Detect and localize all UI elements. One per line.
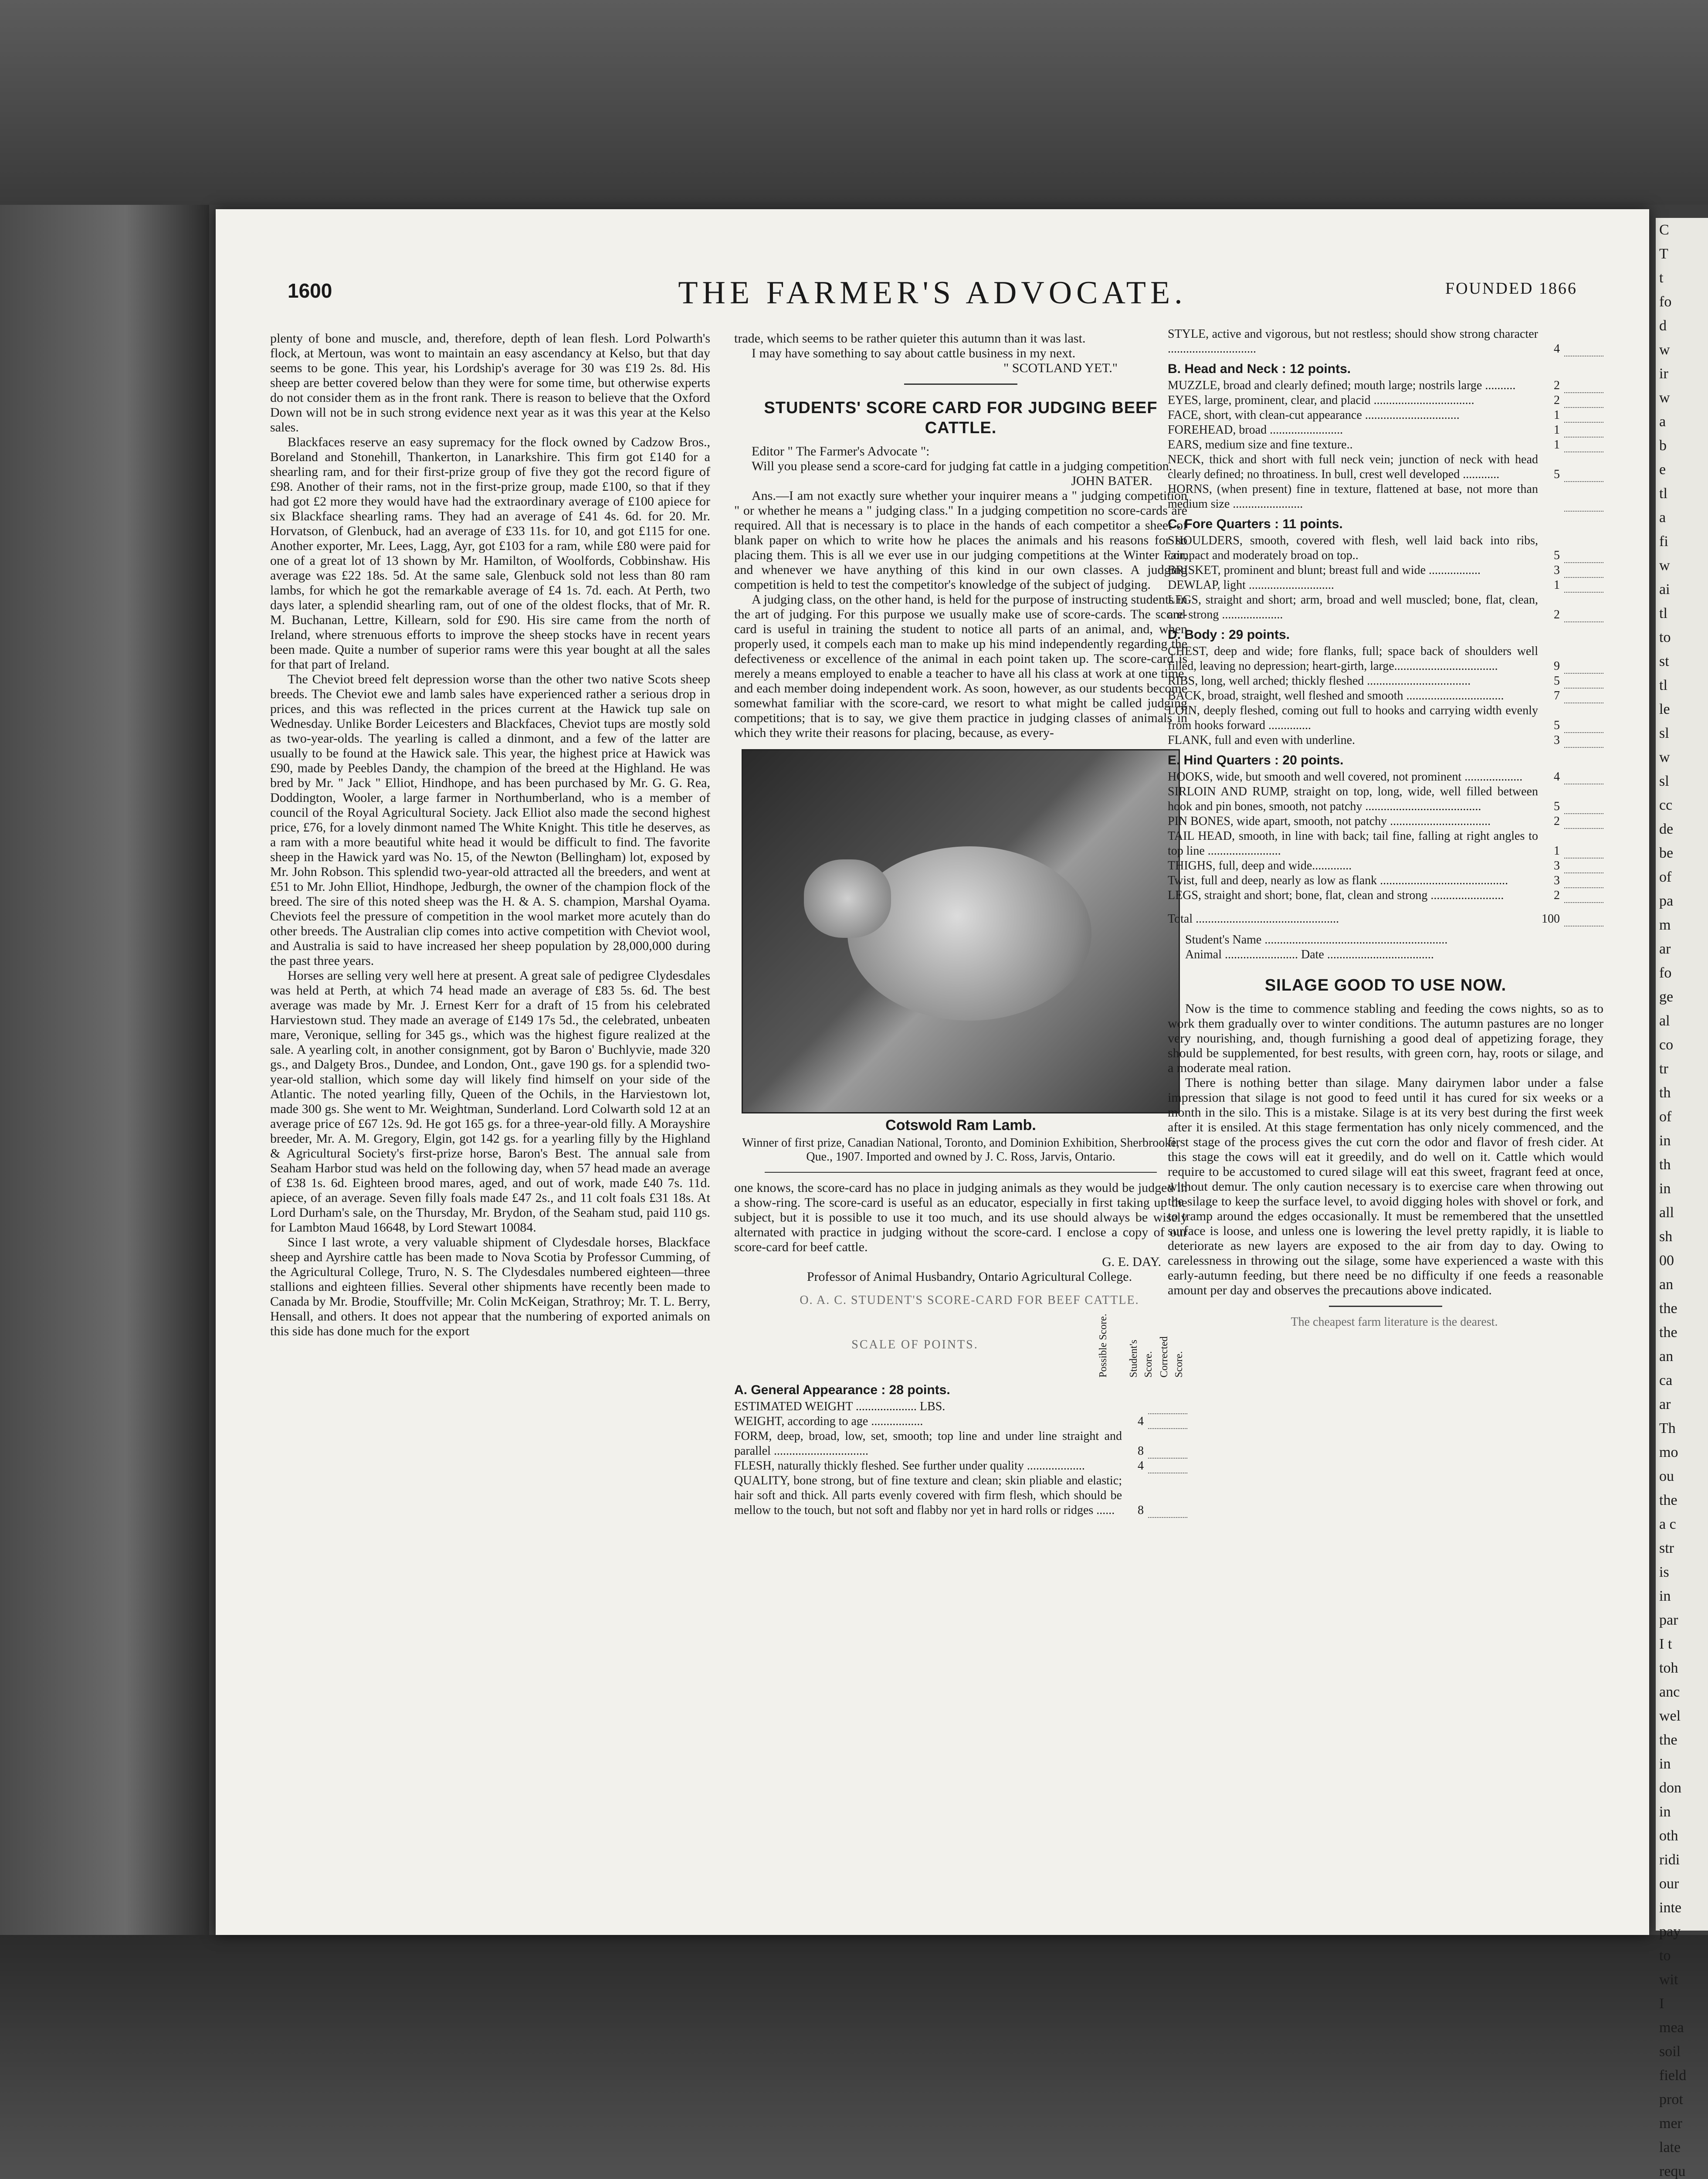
adjacent-page-fragment: e [1659, 462, 1666, 478]
section-body: D. Body : 29 points. [1168, 628, 1290, 642]
adjacent-page-fragment: th [1659, 1085, 1671, 1101]
score-blank [1564, 382, 1603, 393]
score-blank [1564, 500, 1603, 512]
background-bottom [0, 1935, 1708, 2179]
paragraph: A judging class, on the other hand, is held for the purpose of instructing students in the art of judging. For this purpose we usually make use of score-cards. The score-card is useful in training the student to notice all parts of an animal, and, when properly used, it compels each man to make up his mind independently regarding the defectiveness or excellence of the animal in each point taken up. The score-card is merely a means employed to enable a teacher to have all his class at work at one time, and each member doing independent work. As soon, however, as our students become somewhat familiar with the score-card, we resort to what might be called judging competitions; that is to say, we give them practice in judging classes of animals in which they write their reasons for placing, because, as every- [734, 592, 1187, 740]
score-blank [1564, 722, 1603, 733]
section-fore-quarters: C. Fore Quarters : 11 points. [1168, 517, 1343, 531]
score-row [1168, 327, 1603, 356]
score-row [1168, 452, 1603, 482]
score-card-column-heads [734, 1312, 1187, 1378]
score-card-title: O. A. C. STUDENT'S SCORE-CARD FOR BEEF CATTLE. [800, 1293, 1139, 1307]
adjacent-page-fragment: in [1659, 1756, 1671, 1772]
section-head-and-neck: B. Head and Neck : 12 points. [1168, 362, 1351, 376]
score-row [734, 1459, 1187, 1473]
paragraph: Now is the time to commence stabling and feeding the cows nights, so as to work them gradually over to winter conditions. The autumn pastures are no longer very nourishing, and, though furnishing a good deal of appetizing forage, they should be supplemented, for best results, with green corn, hay, roots or silage, and a moderate meal ration. [1168, 1001, 1603, 1075]
score-blank [1564, 692, 1603, 703]
paragraph: one knows, the score-card has no place in judging animals as they would be judged in a show-ring. The score-card is useful as an educator, especially in first taking up the subject, but it is possible to use it too much, and its use should always be wisely alternated with practice in judging without the score-card. I enclose a copy of our score-card for beef cattle. [734, 1181, 1187, 1254]
corrected-score-head: Corrected Score. [1159, 1336, 1185, 1378]
animal-date-line: Animal ........................ Date ................................... [1185, 948, 1434, 961]
score-criterion: LOIN, deeply fleshed, coming out full to hooks and carrying width evenly from hooks forward .............. [1168, 704, 1538, 732]
adjacent-page-fragment: ai [1659, 581, 1670, 597]
adjacent-page-fragment: 00 [1659, 1252, 1674, 1269]
adjacent-page-fragment: of [1659, 869, 1672, 885]
score-blank [1148, 1418, 1187, 1429]
adjacent-page-fragment: mo [1659, 1444, 1678, 1460]
total-row [1168, 912, 1603, 927]
adjacent-page-fragment: all [1659, 1205, 1674, 1221]
score-criterion: FOREHEAD, broad ........................ [1168, 423, 1343, 437]
possible-score: 4 [1554, 342, 1560, 356]
divider [904, 384, 1017, 385]
adjacent-page-fragment: mea [1659, 2019, 1684, 2036]
adjacent-page-fragment: a [1659, 509, 1666, 526]
possible-score: 1 [1554, 578, 1560, 592]
score-criterion: LEGS, straight and short; arm, broad and well muscled; bone, flat, clean, and strong .................... [1168, 593, 1538, 621]
adjacent-page-fragment: fo [1659, 294, 1672, 310]
adjacent-page-fragment: st [1659, 653, 1669, 669]
adjacent-page-fragment: fo [1659, 965, 1672, 981]
column-2 [734, 331, 1187, 1518]
score-criterion: PIN BONES, wide apart, smooth, not patchy ................................. [1168, 815, 1491, 828]
adjacent-page-fragment: an [1659, 1276, 1674, 1293]
score-blank [1564, 611, 1603, 622]
section-e-rows [1168, 770, 1603, 903]
score-blank [1564, 471, 1603, 482]
score-criterion: QUALITY, bone strong, but of fine texture and clean; skin pliable and elastic; hair soft and thick. All parts evenly covered with firm flesh, which should be mellow to the touch, but not soft and flabby nor yet in hard rolls or ridges ...... [734, 1474, 1122, 1517]
cotswold-ram-photo [742, 749, 1180, 1113]
adjacent-page-fragment: th [1659, 1157, 1671, 1173]
adjacent-page-fragment: ou [1659, 1468, 1674, 1484]
silage-article [1168, 1001, 1603, 1298]
paragraph: trade, which seems to be rather quieter this autumn than it was last. [734, 331, 1086, 346]
possible-score: 2 [1554, 608, 1560, 621]
score-blank [1564, 803, 1603, 814]
score-blank [1564, 915, 1603, 927]
possible-score: 5 [1554, 800, 1560, 813]
score-criterion: SHOULDERS, smooth, covered with flesh, well laid back into ribs, compact and moderately broad on top.. [1168, 534, 1538, 562]
score-row [1168, 674, 1603, 689]
adjacent-page-fragment: m [1659, 917, 1671, 933]
possible-score: 9 [1554, 659, 1560, 673]
possible-score: 4 [1554, 770, 1560, 784]
article-heading: STUDENTS' SCORE CARD FOR JUDGING BEEF CATTLE. [764, 399, 1158, 437]
style-row [1168, 327, 1603, 356]
adjacent-page-fragment: w [1659, 390, 1670, 406]
adjacent-page-fragment: b [1659, 438, 1667, 454]
section-hind-quarters: E. Hind Quarters : 20 points. [1168, 753, 1344, 767]
page-number: 1600 [288, 279, 332, 302]
score-row [1168, 438, 1603, 452]
adjacent-page-fragment: str [1659, 1540, 1674, 1556]
adjacent-page-fragment: sh [1659, 1229, 1673, 1245]
score-blank [1148, 1403, 1187, 1414]
score-blank [1564, 397, 1603, 408]
score-row [1168, 578, 1603, 593]
divider [1329, 1306, 1442, 1307]
possible-score: 5 [1554, 549, 1560, 562]
score-blank [1564, 877, 1603, 888]
adjacent-page-fragment: w [1659, 749, 1670, 765]
newspaper-page [216, 209, 1649, 1935]
adjacent-page-fragment: inte [1659, 1900, 1681, 1916]
score-blank [1564, 773, 1603, 784]
section-c-rows [1168, 533, 1603, 622]
possible-score: 5 [1554, 719, 1560, 732]
total-value: 100 [1542, 912, 1560, 926]
adjacent-page-fragment: anc [1659, 1684, 1680, 1700]
photo-subcaption: Winner of first prize, Canadian National, Toronto, and Dominion Exhibition, Sherbrooke, Que., 1907. Imported and owned by J. C. Ross, Jarvis, Ontario. [742, 1136, 1179, 1164]
possible-score: 3 [1554, 733, 1560, 747]
possible-score: 1 [1554, 438, 1560, 451]
adjacent-page-fragment: ar [1659, 1396, 1671, 1412]
adjacent-page-fragment: mer [1659, 2115, 1682, 2131]
possible-score: 3 [1554, 563, 1560, 577]
adjacent-page-fragment: the [1659, 1492, 1678, 1508]
adjacent-page-fragment: wel [1659, 1708, 1681, 1724]
score-blank [1564, 677, 1603, 689]
paragraph: Blackfaces reserve an easy supremacy for the flock owned by Cadzow Bros., Boreland and Stonehill, Thankerton, in Lanarkshire. This firm got £140 for a shearling ram, and for their first-prize group of five they got the record figure of £98. Another of their rams, not in the first-prize group, made £100, so that if they had got £2 more they would have had the extraordinary average of £100 apiece for six Blackface shearling rams. They had an average of £41 4s. 6d. for 20. Mr. Horvatson, of Glenbuck, had an average of £33 11s. for 10, and got £115 for one. Another exporter, Mr. Lees, Lagg, Ayr, got £103 for a ram, while £80 were paid for one of a great lot of 13 shown by Mr. Hamilton, of Woolfords, Cobbinshaw. His average was £22 18s. 5d. At the same sale, Glenbuck sold not less than 80 ram lambs, for which he got the remarkable average of £4 1s. 7d. each. At Perth, two days later, a splendid shearling ram, out of one of the oldest flocks, that of Mr. R. M. Buchanan, Lettre, Killearn, sold for £90. His sire came from the north of Ireland, where strenuous efforts to improve the sheep stocks have in recent years been made. Quite a number of superior rams were this year bought at all the sales for that part of Ireland. [270, 435, 710, 672]
adjacent-page-fragment: oth [1659, 1828, 1678, 1844]
adjacent-page-fragment: de [1659, 821, 1674, 837]
score-criterion: CHEST, deep and wide; fore flanks, full; space back of shoulders well filled, leaving no depression; heart-girth, large.................................. [1168, 645, 1538, 673]
adjacent-page-fragment: ca [1659, 1372, 1673, 1388]
adjacent-page-fragment: a c [1659, 1516, 1676, 1532]
paragraph: There is nothing better than silage. Many dairymen labor under a false impression that silage is not good to feed until it has cured for six weeks or a month in the silo. This is a mistake. Silage is at its very best during the first week after it is ensiled. At this stage fermentation has only nicely commenced, and the first stage of the process gives the cut corn the odor and flavor of fresh cider. At this stage the cows will eat it greedily, and do well on it. Cattle which would require to be accustomed to cured silage will eat this sweet, fragrant feed at once, without demur. The only caution necessary is to exercise care when throwing out the silage to keep the surface level, to avoid digging holes with shovel or fork, and to tramp around the edges occasionally. It must be remembered that the unsettled surface is loose, and unless one is lowering the level pretty rapidly, it is liable to deteriorate as new layers are exposed to the air from day to day. Owing to carelessness in throwing out the silage, some have experienced a waste with this early-autumn feeding, but there need be no difficulty if one feeds a reasonable amount per day and observes the precautions above indicated. [1168, 1076, 1603, 1297]
score-row [734, 1399, 1187, 1414]
score-criterion: FORM, deep, broad, low, set, smooth; top line and under line straight and parallel ............................... [734, 1429, 1122, 1458]
adjacent-page-fragment: in [1659, 1181, 1671, 1197]
score-blank [1564, 345, 1603, 356]
adjacent-page-fragment: T [1659, 246, 1668, 262]
possible-score: 2 [1554, 394, 1560, 407]
adjacent-page-fragment: ge [1659, 989, 1674, 1005]
possible-score: 2 [1554, 815, 1560, 828]
score-criterion: HOOKS, wide, but smooth and well covered, not prominent ................... [1168, 770, 1523, 784]
editor-line: Editor " The Farmer's Advocate ": [752, 444, 930, 458]
adjacent-page-fragment: soil [1659, 2043, 1681, 2060]
adjacent-page-fragment: our [1659, 1876, 1679, 1892]
score-criterion: DEWLAP, light ............................ [1168, 578, 1334, 592]
section-general-appearance: A. General Appearance : 28 points. [734, 1383, 950, 1397]
possible-score-head: Possible Score. [1098, 1314, 1109, 1378]
score-row [1168, 859, 1603, 873]
column-1 [270, 331, 710, 1339]
score-criterion: BRISKET, prominent and blunt; breast full and wide ................. [1168, 563, 1481, 577]
possible-score: 3 [1554, 874, 1560, 887]
score-criterion: FLESH, naturally thickly fleshed. See further under quality ................... [734, 1459, 1085, 1473]
paragraph: I may have something to say about cattle business in my next. [752, 346, 1076, 360]
possible-score: 4 [1138, 1415, 1144, 1428]
score-criterion: FACE, short, with clean-cut appearance ............................... [1168, 408, 1460, 422]
score-criterion: EARS, medium size and fine texture.. [1168, 438, 1353, 451]
sheep-head-image [804, 859, 891, 938]
scale-label: SCALE OF POINTS. [851, 1338, 979, 1351]
score-row [1168, 770, 1603, 784]
score-row [1168, 393, 1603, 408]
founded-line: FOUNDED 1866 [1445, 279, 1577, 298]
score-blank [1564, 737, 1603, 748]
possible-score: 7 [1554, 689, 1560, 703]
adjacent-page-fragment: prot [1659, 2091, 1683, 2108]
score-row [1168, 733, 1603, 748]
author: G. E. DAY. [1102, 1255, 1161, 1269]
adjacent-page-fragment: w [1659, 557, 1670, 574]
adjacent-page-fragment: the [1659, 1324, 1678, 1341]
score-card [734, 1293, 1187, 1518]
adjacent-page-fragment: be [1659, 845, 1674, 861]
adjacent-page-fragment: pay [1659, 1924, 1681, 1940]
section-b-rows [1168, 378, 1603, 512]
adjacent-page-fragment: toh [1659, 1660, 1678, 1676]
score-blank [1564, 862, 1603, 873]
adjacent-page-fragment: a [1659, 414, 1666, 430]
score-criterion: FLANK, full and even with underline. [1168, 733, 1356, 747]
adjacent-page-fragment: requ [1659, 2163, 1686, 2179]
adjacent-page-fragment: in [1659, 1588, 1671, 1604]
adjacent-page-fragment: I [1659, 1996, 1664, 2012]
question: Will you please send a score-card for judging fat cattle in a judging competition. [752, 459, 1173, 473]
adjacent-page-fragment: to [1659, 1948, 1671, 1964]
author-title: Professor of Animal Husbandry, Ontario Agricultural College. [807, 1269, 1132, 1284]
adjacent-page-fragment: I t [1659, 1636, 1672, 1652]
paragraph: The Cheviot breed felt depression worse than the other two native Scots sheep breeds. The Cheviot ewe and lamb sales have experienced rather a serious drop in prices, and this was reflected in the prices current at the Hawick tup sale on Wednesday. Unlike Border Leicesters and Blackfaces, Cheviot tups are mostly sold as two-year-olds. The yearling is called a dinmont, and a few of the latter are usually to be found at the Hawick sale. This year, the highest price at Hawick was £90, made by Peebles Dandy, the champion of the breed at the Highland. He was bred by Mr. " Jack " Elliot, Hindhope, and has been purchased by Mr. G. G. Rea, Doddington, Wooler, a large farmer in Northumberland, who is a member of council of the Royal Agricultural Society. Jack Elliot also made the second highest price, £76, for a lovely dinmont named The White Knight. This title he deserves, as a ram with a more beautiful white head it would be difficult to find. The favorite sheep in the Hawick yard was No. 15, of the Newton (Bellingham) lot, exposed by Mr. John Robson. This splendid two-year-old attracted all the breeders, and went at £51 to Mr. John Elliot, Hindhope, Jedburgh, the owner of the champion flock of the breed. The sire of this noted sheep was the H. & A. S. champion, Marshal Oyama. Cheviots feel the pressure of competition in the wool market more acutely than do other breeds. The Australian clip comes into active competition with Cheviot wool, and Australia is said to have increased her sheep population by 28,000,000 during the past three years. [270, 672, 710, 968]
score-row [1168, 378, 1603, 393]
total-label: Total ............................................... [1168, 912, 1339, 926]
score-row [1168, 482, 1603, 512]
possible-score: 1 [1554, 844, 1560, 858]
score-row [1168, 784, 1603, 814]
possible-score: 5 [1554, 468, 1560, 481]
adjacent-page-fragment: co [1659, 1037, 1674, 1053]
score-criterion: LEGS, straight and short; bone, flat, clean and strong ........................ [1168, 889, 1504, 902]
score-criterion: ESTIMATED WEIGHT .................... LBS. [734, 1400, 946, 1413]
score-row [734, 1473, 1187, 1518]
score-blank [1148, 1447, 1187, 1459]
silage-heading: SILAGE GOOD TO USE NOW. [1264, 976, 1507, 994]
adjacent-page-fragment: ar [1659, 941, 1671, 957]
score-blank [1564, 847, 1603, 859]
adjacent-page-fragment: tr [1659, 1061, 1668, 1077]
possible-score: 2 [1554, 379, 1560, 392]
score-blank [1564, 818, 1603, 829]
adjacent-page-fragment: le [1659, 701, 1670, 717]
adjacent-page-fragment: field [1659, 2067, 1687, 2084]
score-blank [1564, 662, 1603, 674]
adjacent-page-fragment: d [1659, 318, 1667, 334]
adjacent-page-edge [1656, 218, 1708, 2179]
score-blank [1564, 552, 1603, 563]
score-row [1168, 533, 1603, 563]
adjacent-page-fragment: don [1659, 1780, 1681, 1796]
score-row [734, 1414, 1187, 1429]
footer-line: The cheapest farm literature is the dearest. [1291, 1315, 1498, 1329]
adjacent-page-fragment: al [1659, 1013, 1670, 1029]
adjacent-page-fragment: tl [1659, 485, 1667, 502]
score-row [1168, 888, 1603, 903]
score-criterion: WEIGHT, according to age ................. [734, 1415, 923, 1428]
adjacent-page-fragment: of [1659, 1109, 1672, 1125]
score-blank [1564, 426, 1603, 438]
section-d-rows [1168, 644, 1603, 748]
adjacent-page-fragment: sl [1659, 773, 1669, 789]
student-name-line: Student's Name ............................................................ [1185, 933, 1448, 947]
paragraph: Since I last wrote, a very valuable shipment of Clydesdale horses, Blackface sheep and Ayrshire cattle has been made to Nova Scotia by Professor Cumming, of the Agricultural College, Truro, N. S. The Clydesdales numbered eighteen—three stallions and eighteen fillies. Several other shipments have recently been made to Canada by Mr. Brodie, Stouffville; Mr. Colin McKeigan, Strathroy; Mr. T. L. Berry, Hensall, and others. It does not appear that the numbering of exported animals on this side has done much for the export [270, 1235, 710, 1338]
paragraph: Ans.—I am not exactly sure whether your inquirer means a " judging competition " or whether he means a " judging class." In a judging competition no score-cards are required. All that is necessary is to place in the hands of each competitor a sheet of blank paper on which to write how he places the animals and his reasons for so placing them. This is all we ever use in our judging competitions at the Winter Fair, and whenever we have anything of this kind in our own classes. A judging competition is held to test the competitor's knowledge of the subject of judging. [734, 489, 1187, 592]
possible-score: 8 [1138, 1444, 1144, 1458]
adjacent-page-fragment: in [1659, 1133, 1671, 1149]
adjacent-page-fragment: wit [1659, 1972, 1678, 1988]
score-criterion: STYLE, active and vigorous, but not restless; should show strong character ............................. [1168, 327, 1538, 356]
questioner: JOHN BATER. [1071, 474, 1152, 488]
photo-caption: Cotswold Ram Lamb. [885, 1117, 1036, 1134]
score-blank [1564, 411, 1603, 423]
student-score-head: Student's Score. [1128, 1340, 1154, 1378]
adjacent-page-fragment: in [1659, 1804, 1671, 1820]
adjacent-page-fragment: the [1659, 1300, 1678, 1317]
adjacent-page-fragment: t [1659, 270, 1664, 286]
score-criterion: NECK, thick and short with full neck vein; junction of neck with head clearly defined; no throatiness. In bull, crest well developed ............ [1168, 453, 1538, 481]
score-row [1168, 423, 1603, 438]
adjacent-page-fragment: pa [1659, 893, 1674, 909]
score-blank [1564, 581, 1603, 593]
adjacent-page-fragment: an [1659, 1348, 1674, 1364]
adjacent-page-fragment: sl [1659, 725, 1669, 741]
score-row [1168, 689, 1603, 703]
paragraph: Horses are selling very well here at present. A great sale of pedigree Clydesdales was held at Perth, at which 74 head made an average of £83 5s. 6d. The best average was made by Mr. J. Ernest Kerr for a draft of 15 from his celebrated Harviestown stud. They made an average of £149 17s 5d., the celebrated, unbeaten mare, Veronique, selling for 345 gs., which was the highest figure realized at the sale. A yearling colt, in another consignment, got by Baron o' Buchlyvie, made 320 gs., and Dalgety Bros., Dundee, and London, Ont., gave 190 gs. for a splendid two-year-old stallion, which some day will likely find himself on your side of the Atlantic. The noted yearling filly, Queen of the Ochils, in the Harviestown lot, made 300 gs. She went to Mr. Weightman, Sunderland. Lord Colwarth sold 12 at an average price of £67 12s. 9d. He got 165 gs. for a three-year-old filly. A Morayshire breeder, Mr. A. M. Gregory, Elgin, got 142 gs. for a yearling filly by the Highland & Agricultural Society's first-prize horse, Baron's Best. The annual sale from Seaham Harbor stud was held on the following day, when 57 head made an average of £38 1s. 6d. Eighteen brood mares, aged, and out of work, made £40 7s. 11d. apiece, of an average. Seven filly foals made £47 2s., and 11 colt foals £31 18s. At Lord Durham's sale, on the Thursday, Mr. Brydon, of the Seaham stud, paid 110 gs. for Lambton Maud 16648, by Lord Stewart 10084. [270, 968, 710, 1235]
background-left [0, 0, 209, 2179]
score-criterion: THIGHS, full, deep and wide............. [1168, 859, 1352, 872]
score-blank [1148, 1462, 1187, 1473]
signoff: " SCOTLAND YET." [1003, 361, 1118, 375]
possible-score: 3 [1554, 859, 1560, 872]
adjacent-page-fragment: w [1659, 342, 1670, 358]
score-blank [1564, 441, 1603, 452]
score-row [1168, 873, 1603, 888]
score-row [1168, 563, 1603, 578]
adjacent-page-fragment: the [1659, 1732, 1678, 1748]
score-criterion: EYES, large, prominent, clear, and placid ................................. [1168, 394, 1474, 407]
section-a-rows [734, 1399, 1187, 1518]
adjacent-page-fragment: ir [1659, 366, 1668, 382]
score-row [1168, 829, 1603, 859]
score-criterion: Twist, full and deep, nearly as low as flank .......................................... [1168, 874, 1508, 887]
score-blank [1148, 1507, 1187, 1518]
possible-score: 2 [1554, 889, 1560, 902]
adjacent-page-fragment: tl [1659, 677, 1667, 693]
publication-title: THE FARMER'S ADVOCATE. [678, 275, 1187, 311]
score-criterion: BACK, broad, straight, well fleshed and smooth ................................ [1168, 689, 1504, 703]
page-header [288, 275, 1577, 314]
adjacent-page-fragment: to [1659, 629, 1671, 645]
score-criterion: SIRLOIN AND RUMP, straight on top, long, wide, well filled between hook and pin bones, smooth, not patchy ...................................... [1168, 785, 1538, 813]
score-criterion: MUZZLE, broad and clearly defined; mouth large; nostrils large .......... [1168, 379, 1516, 392]
score-criterion: TAIL HEAD, smooth, in line with back; tail fine, falling at right angles to top line ........................ [1168, 829, 1538, 858]
possible-score: 8 [1138, 1504, 1144, 1517]
adjacent-page-fragment: Th [1659, 1420, 1676, 1436]
divider [765, 1172, 1157, 1173]
adjacent-page-fragment: tl [1659, 605, 1667, 621]
possible-score: 4 [1138, 1459, 1144, 1473]
score-row [734, 1429, 1187, 1459]
score-criterion: RIBS, long, well arched; thickly fleshed .................................. [1168, 674, 1471, 688]
score-criterion: HORNS, (when present) fine in texture, flattened at base, not more than medium size ....................... [1168, 482, 1538, 511]
column-3 [1168, 327, 1603, 1330]
score-row [1168, 593, 1603, 622]
possible-score: 1 [1554, 423, 1560, 437]
possible-score: 5 [1554, 674, 1560, 688]
sheep-body-image [847, 846, 1091, 1021]
adjacent-page-fragment: par [1659, 1612, 1678, 1628]
score-row [1168, 703, 1603, 733]
score-blank [1564, 892, 1603, 903]
score-row [1168, 408, 1603, 423]
possible-score: 1 [1554, 408, 1560, 422]
score-row [1168, 814, 1603, 829]
score-blank [1564, 567, 1603, 578]
adjacent-page-fragment: cc [1659, 797, 1673, 813]
adjacent-page-fragment: C [1659, 222, 1669, 238]
adjacent-page-fragment: is [1659, 1564, 1669, 1580]
paragraph: plenty of bone and muscle, and, therefore, depth of lean flesh. Lord Polwarth's flock, at Mertoun, was wont to maintain an easy ascendancy at Kelso, but that day seems to be gone. This year, his Lordship's average for 30 was £19 2s. 8d. His sheep are better covered below than they were for some time, but otherwise experts do not consider them as in the front rank. There is reason to believe that the Oxford Down will not be in such strong evidence next year as it was this year at the Kelso sales. [270, 331, 710, 434]
adjacent-page-fragment: late [1659, 2139, 1681, 2155]
adjacent-page-fragment: ridi [1659, 1852, 1680, 1868]
score-row [1168, 644, 1603, 674]
adjacent-page-fragment: fi [1659, 533, 1668, 550]
background-top [0, 0, 1708, 205]
